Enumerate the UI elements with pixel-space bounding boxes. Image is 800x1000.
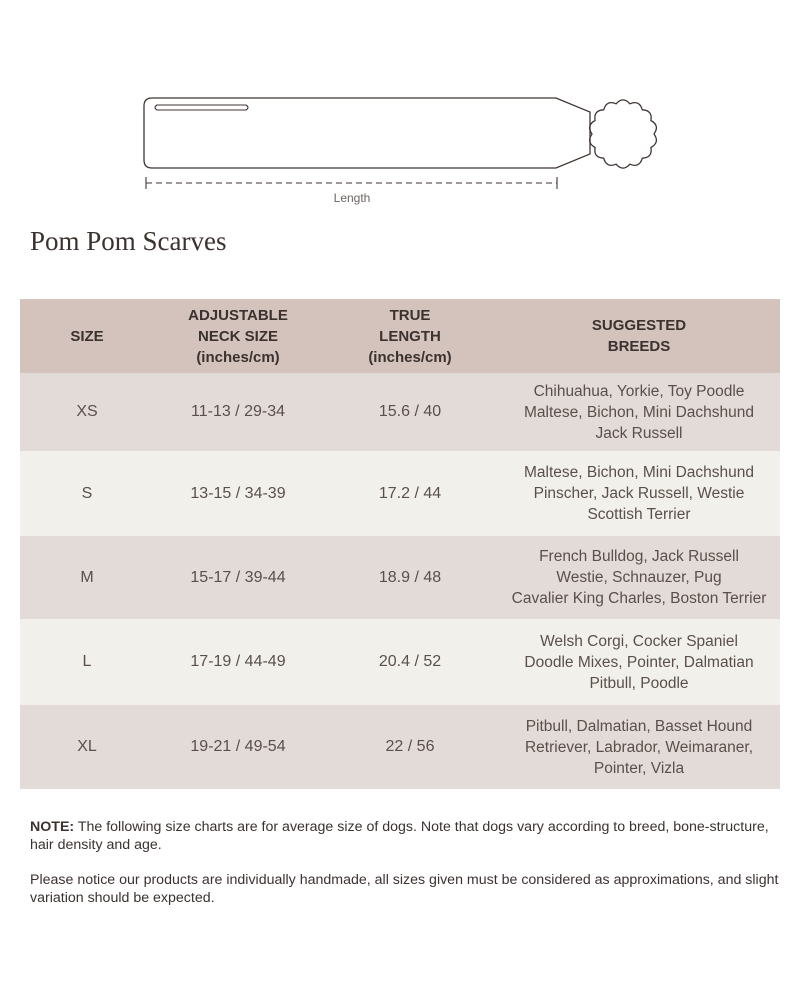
table-row [20, 536, 780, 619]
size-cell: M [80, 568, 94, 586]
breeds-cell [498, 631, 780, 694]
neck-size-cell: 13-15 / 34-39 [190, 484, 286, 502]
note-paragraph [30, 818, 780, 854]
table-row [20, 373, 780, 451]
length-cell: 18.9 / 48 [378, 568, 442, 586]
length-cell: 20.4 / 52 [378, 653, 442, 670]
breed-line: Scottish Terrier [587, 506, 691, 523]
table-header-row [20, 299, 780, 373]
header-line: LENGTH [379, 327, 441, 345]
neck-size-cell: 17-19 / 44-49 [190, 653, 286, 670]
breed-line: Chihuahua, Yorkie, Toy Poodle [533, 382, 745, 400]
size-cell: XS [76, 403, 98, 420]
scarf-diagram [0, 0, 800, 220]
breed-line: Retriever, Labrador, Weimaraner, [524, 738, 754, 756]
length-cell: 17.2 / 44 [378, 484, 442, 502]
size-chart-table [20, 299, 780, 789]
breed-line: French Bulldog, Jack Russell [539, 548, 739, 565]
breed-line: Pitbull, Poodle [589, 674, 689, 692]
breed-line: Maltese, Bichon, Mini Dachshund [523, 464, 755, 481]
breed-line: Pinscher, Jack Russell, Westie [533, 485, 745, 502]
breed-line: Westie, Schnauzer, Pug [556, 569, 722, 586]
header-neck-size [154, 305, 322, 368]
table-row [20, 451, 780, 536]
header-line: ADJUSTABLE [188, 306, 288, 324]
length-cell: 15.6 / 40 [378, 403, 442, 420]
table-row [20, 619, 780, 705]
header-line: SIZE [70, 327, 104, 345]
header-true-length [322, 305, 498, 368]
breed-line: Pitbull, Dalmatian, Basset Hound [525, 717, 753, 735]
neck-size-cell: 15-17 / 39-44 [190, 568, 286, 586]
breeds-cell [498, 716, 780, 779]
size-cell: L [82, 653, 92, 670]
length-label: Length [333, 191, 371, 205]
breed-line: Jack Russell [595, 424, 683, 442]
neck-size-cell: 19-21 / 49-54 [190, 738, 286, 755]
disclaimer-paragraph: Please notice our products are individually handmade, all sizes given must be considered as approximations, and slight variation should be expected. [30, 872, 779, 906]
table-body [20, 373, 780, 789]
header-line: TRUE [389, 306, 431, 324]
header-suggested-breeds [498, 315, 780, 357]
length-cell: 22 / 56 [385, 738, 435, 755]
breeds-cell [498, 546, 780, 609]
note-label: NOTE: [30, 819, 75, 835]
table-row [20, 705, 780, 789]
header-size [20, 326, 154, 347]
size-cell: XL [77, 738, 97, 755]
header-line: (inches/cm) [196, 348, 280, 366]
size-cell: S [81, 484, 93, 502]
breed-line: Welsh Corgi, Cocker Spaniel [540, 632, 738, 650]
breeds-cell [498, 462, 780, 525]
breed-line: Doodle Mixes, Pointer, Dalmatian [524, 653, 754, 671]
scarf-fold-shape [155, 105, 248, 110]
neck-size-cell: 11-13 / 29-34 [191, 403, 285, 420]
header-line: BREEDS [607, 338, 671, 355]
scarf-body-shape [144, 98, 590, 168]
pom-pom-shape [590, 100, 657, 168]
pom-pom-outline [590, 100, 657, 168]
notes-section [30, 818, 780, 924]
header-line: NECK SIZE [197, 327, 278, 345]
header-line: (inches/cm) [368, 348, 452, 366]
breed-line: Maltese, Bichon, Mini Dachshund [523, 403, 755, 421]
breed-line: Pointer, Vizla [593, 759, 685, 777]
scarf-illustration [0, 0, 800, 220]
breeds-cell [498, 381, 780, 444]
header-line: SUGGESTED [591, 317, 687, 334]
page-title: Pom Pom Scarves [30, 226, 227, 256]
breed-line: Cavalier King Charles, Boston Terrier [511, 590, 767, 607]
note-text: The following size charts are for average size of dogs. Note that dogs vary according to breed, bone-structure, hair density and age. [30, 819, 769, 853]
